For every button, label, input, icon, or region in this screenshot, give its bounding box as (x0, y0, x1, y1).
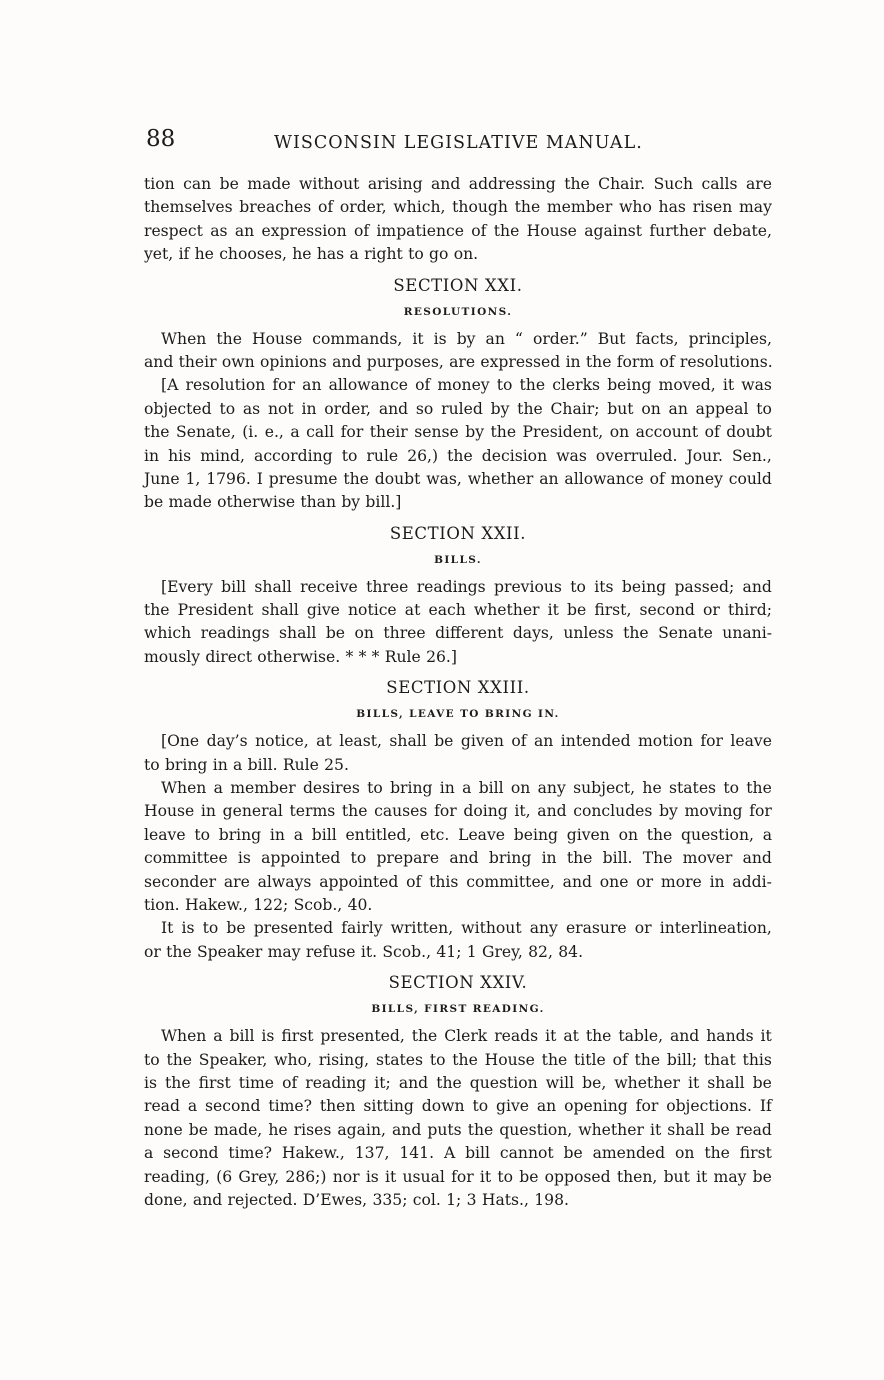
page-number: 88 (146, 126, 176, 152)
text-line: committee is appointed to prepare and bring in the bill. The mover and (144, 849, 772, 868)
section-subtitle: RESOLUTIONS. (403, 305, 513, 318)
text-line: and their own opinions and purposes, are expressed in the form of resolutions. (144, 352, 773, 371)
text-line: a second time? Hakew., 137, 141. A bill cannot be amended on the first (144, 1144, 772, 1163)
text-line: themselves breaches of order, which, though the member who has risen may (144, 198, 772, 217)
text-line: When the House commands, it is by an “ order.” But facts, principles, (161, 329, 772, 348)
section-title: SECTION XXII. (389, 523, 527, 543)
text-line: the President shall give notice at each whether it be first, second or third; (144, 601, 772, 620)
paragraph (144, 917, 772, 964)
text-line: reading, (6 Grey, 286;) nor is it usual for it to be opposed then, but it may be (144, 1167, 772, 1186)
text-line: It is to be presented fairly written, without any erasure or interlineation, (161, 919, 772, 938)
running-head: WISCONSIN LEGISLATIVE MANUAL. (274, 133, 643, 153)
text-line: read a second time? then sitting down to give an opening for objections. If (144, 1097, 772, 1116)
paragraph (144, 777, 772, 917)
text-line: is the first time of reading it; and the question will be, whether it shall be (144, 1073, 772, 1092)
section-title: SECTION XXIII. (386, 678, 530, 698)
text-line: tion can be made without arising and addressing the Chair. Such calls are (144, 175, 772, 193)
section-title: SECTION XXIV. (388, 973, 528, 993)
text-line: mously direct otherwise. * * * Rule 26.] (144, 647, 457, 666)
text-line: yet, if he chooses, he has a right to go on. (144, 245, 479, 264)
section-title: SECTION XXI. (393, 275, 523, 295)
text-line: respect as an expression of impatience of the House against further debate, (144, 221, 772, 240)
paragraph (144, 576, 772, 670)
text-line: which readings shall be on three different days, unless the Senate unani- (144, 624, 772, 643)
page-body (144, 173, 772, 1212)
text-line: in his mind, according to rule 26,) the decision was overruled. Jour. Sen., (144, 446, 772, 465)
text-line: seconder are always appointed of this committee, and one or more in addi- (144, 872, 772, 891)
text-line: [One day’s notice, at least, shall be given of an intended motion for leave (161, 732, 772, 751)
text-line: be made otherwise than by bill.] (144, 493, 402, 512)
section-subtitle: BILLS, LEAVE TO BRING IN. (356, 708, 560, 721)
text-line: [A resolution for an allowance of money to the clerks being moved, it was (161, 376, 772, 395)
text-line: When a member desires to bring in a bill on any subject, he states to the (161, 779, 772, 798)
text-line: June 1, 1796. I presume the doubt was, whether an allowance of money could (144, 469, 772, 488)
text-line: none be made, he rises again, and puts the question, whether it shall be read (144, 1120, 772, 1139)
paragraph (144, 1025, 772, 1212)
paragraph (144, 173, 772, 267)
text-line: tion. Hakew., 122; Scob., 40. (144, 895, 373, 914)
paragraph (144, 328, 772, 375)
text-line: to bring in a bill. Rule 25. (144, 755, 349, 774)
text-line: When a bill is first presented, the Clerk reads it at the table, and hands it (161, 1027, 772, 1046)
page-header (146, 126, 772, 160)
paragraph (144, 374, 772, 514)
text-line: objected to as not in order, and so ruled by the Chair; but on an appeal to (144, 399, 772, 418)
text-line: [Every bill shall receive three readings previous to its being passed; and (161, 577, 772, 596)
text-line: House in general terms the causes for doing it, and concludes by moving for (144, 802, 772, 821)
paragraph (144, 730, 772, 777)
text-line: the Senate, (i. e., a call for their sense by the President, on account of doubt (144, 423, 772, 442)
text-line: leave to bring in a bill entitled, etc. Leave being given on the question, a (144, 825, 772, 844)
text-line: to the Speaker, who, rising, states to the House the title of the bill; that this (144, 1050, 772, 1069)
text-line: done, and rejected. D’Ewes, 335; col. 1; 3 Hats., 198. (144, 1190, 569, 1209)
section-subtitle: BILLS, FIRST READING. (371, 1003, 545, 1016)
text-line: or the Speaker may refuse it. Scob., 41; 1 Grey, 82, 84. (144, 942, 584, 961)
section-subtitle: BILLS. (434, 553, 482, 566)
